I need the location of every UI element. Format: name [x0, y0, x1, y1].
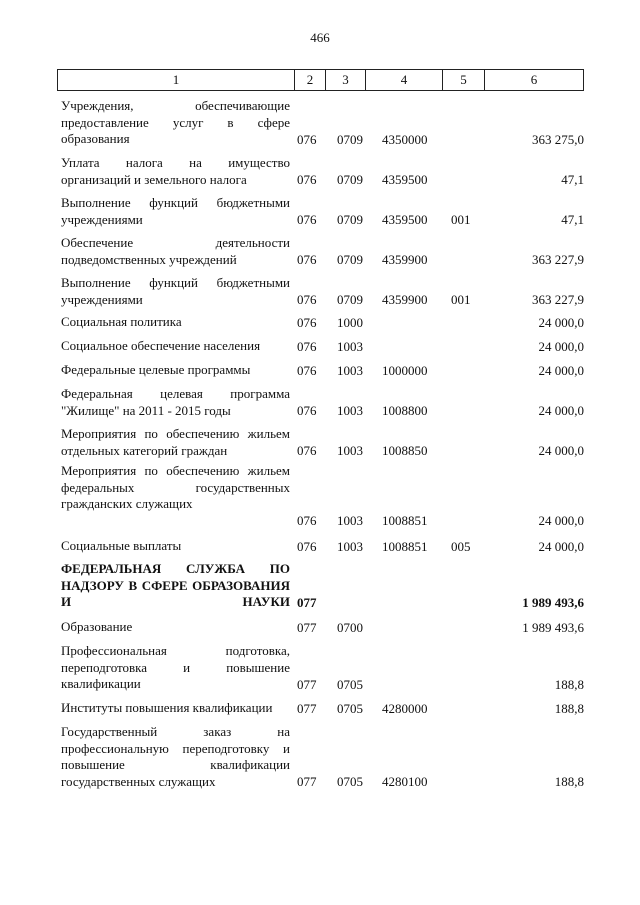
table-row	[61, 426, 584, 459]
row-expense: 001	[451, 291, 471, 307]
row-target: 4280000	[382, 700, 428, 716]
row-ministry: 076	[297, 442, 317, 458]
row-amount: 47,1	[561, 211, 584, 227]
row-section: 1003	[337, 538, 363, 554]
column-header-name: 1	[58, 70, 295, 90]
page-number: 466	[310, 30, 330, 45]
row-ministry: 077	[297, 594, 317, 610]
row-target: 4359500	[382, 211, 428, 227]
row-section: 0705	[337, 700, 363, 716]
row-ministry: 076	[297, 338, 317, 354]
row-section: 1003	[337, 362, 363, 378]
row-section: 1003	[337, 442, 363, 458]
row-section: 1000	[337, 314, 363, 330]
row-ministry: 076	[297, 512, 317, 528]
row-amount: 1 989 493,6	[522, 619, 584, 635]
row-name: ФЕДЕРАЛЬНАЯ СЛУЖБА ПО НАДЗОРУ В СФЕРЕ ОБРАЗОВАНИЯ И НАУКИ	[61, 561, 290, 609]
table-row	[61, 362, 584, 379]
table-row	[61, 155, 584, 188]
row-name: Мероприятия по обеспечению жильем отдельных категорий граждан	[61, 426, 290, 458]
row-amount: 24 000,0	[538, 442, 584, 458]
row-name: Профессиональная подготовка, переподготовка и повышение квалификации	[61, 643, 290, 691]
row-target: 4359900	[382, 291, 428, 307]
row-ministry: 076	[297, 251, 317, 267]
row-target: 4359900	[382, 251, 428, 267]
row-name: Обеспечение деятельности подведомственных учреждений	[61, 235, 290, 267]
row-amount: 24 000,0	[538, 338, 584, 354]
row-section: 0709	[337, 251, 363, 267]
row-name: Институты повышения квалификации	[61, 700, 273, 715]
row-name: Социальные выплаты	[61, 538, 182, 553]
table-row	[61, 314, 584, 331]
row-amount: 1 989 493,6	[522, 594, 584, 610]
column-header-amount: 6	[530, 72, 538, 87]
row-ministry: 077	[297, 700, 317, 716]
table-row	[61, 619, 584, 636]
row-section: 0709	[337, 131, 363, 147]
row-amount: 24 000,0	[538, 314, 584, 330]
row-amount: 24 000,0	[538, 402, 584, 418]
row-ministry: 077	[297, 676, 317, 692]
row-amount: 188,8	[554, 676, 584, 692]
table-row	[61, 538, 584, 555]
row-ministry: 076	[297, 314, 317, 330]
row-name: Социальное обеспечение населения	[61, 338, 261, 353]
row-amount: 363 227,9	[532, 251, 584, 267]
row-name: Федеральная целевая программа "Жилище" на 2011 - 2015 годы	[61, 386, 290, 418]
row-target: 1008851	[382, 512, 428, 528]
row-target: 1008851	[382, 538, 428, 554]
row-ministry: 076	[297, 171, 317, 187]
table-row	[61, 700, 584, 717]
row-section: 1003	[337, 402, 363, 418]
row-name: Выполнение функций бюджетными учреждениями	[61, 275, 290, 307]
row-section: 0705	[337, 676, 363, 692]
row-amount: 188,8	[554, 700, 584, 716]
row-section: 0705	[337, 773, 363, 789]
row-name: Выполнение функций бюджетными учреждениями	[61, 195, 290, 227]
row-target: 4280100	[382, 773, 428, 789]
table-row	[61, 463, 584, 529]
row-ministry: 076	[297, 402, 317, 418]
table-row	[61, 338, 584, 355]
row-name: Мероприятия по обеспечению жильем федеральных государственных гражданских служащих	[61, 463, 290, 511]
row-section: 1003	[337, 338, 363, 354]
row-amount: 188,8	[554, 773, 584, 789]
row-expense: 005	[451, 538, 471, 554]
row-ministry: 076	[297, 362, 317, 378]
row-amount: 363 227,9	[532, 291, 584, 307]
row-name: Образование	[61, 619, 133, 634]
row-amount: 24 000,0	[538, 362, 584, 378]
row-amount: 24 000,0	[538, 538, 584, 554]
table-row	[61, 98, 584, 148]
row-amount: 47,1	[561, 171, 584, 187]
table-row-ministry-heading	[61, 561, 584, 611]
column-header-ministry: 2	[295, 70, 326, 90]
table-row	[61, 724, 584, 790]
row-section: 1003	[337, 512, 363, 528]
row-target: 1008800	[382, 402, 428, 418]
table-row	[61, 235, 584, 268]
row-ministry: 076	[297, 291, 317, 307]
table-header	[57, 69, 584, 91]
row-target: 1008850	[382, 442, 428, 458]
column-header-target: 4	[366, 70, 443, 90]
row-section: 0709	[337, 171, 363, 187]
table-row	[61, 386, 584, 419]
row-amount: 363 275,0	[532, 131, 584, 147]
row-name: Государственный заказ на профессиональную переподготовку и повышение квалификации государственных служащих	[61, 724, 290, 789]
row-target: 4350000	[382, 131, 428, 147]
row-section: 0709	[337, 211, 363, 227]
column-header-section: 3	[326, 70, 366, 90]
row-name: Уплата налога на имущество организаций и земельного налога	[61, 155, 290, 187]
row-expense: 001	[451, 211, 471, 227]
column-header-expense: 5	[443, 70, 485, 90]
table-row	[61, 195, 584, 228]
table-row	[61, 275, 584, 308]
row-ministry: 076	[297, 211, 317, 227]
row-name: Федеральные целевые программы	[61, 362, 251, 377]
row-section: 0709	[337, 291, 363, 307]
row-amount: 24 000,0	[538, 512, 584, 528]
row-section: 0700	[337, 619, 363, 635]
row-ministry: 076	[297, 131, 317, 147]
row-ministry: 077	[297, 619, 317, 635]
row-name: Социальная политика	[61, 314, 182, 329]
row-ministry: 076	[297, 538, 317, 554]
row-name: Учреждения, обеспечивающие предоставление услуг в сфере образования	[61, 98, 290, 146]
row-target: 1000000	[382, 362, 428, 378]
row-target: 4359500	[382, 171, 428, 187]
table-row	[61, 643, 584, 693]
row-ministry: 077	[297, 773, 317, 789]
